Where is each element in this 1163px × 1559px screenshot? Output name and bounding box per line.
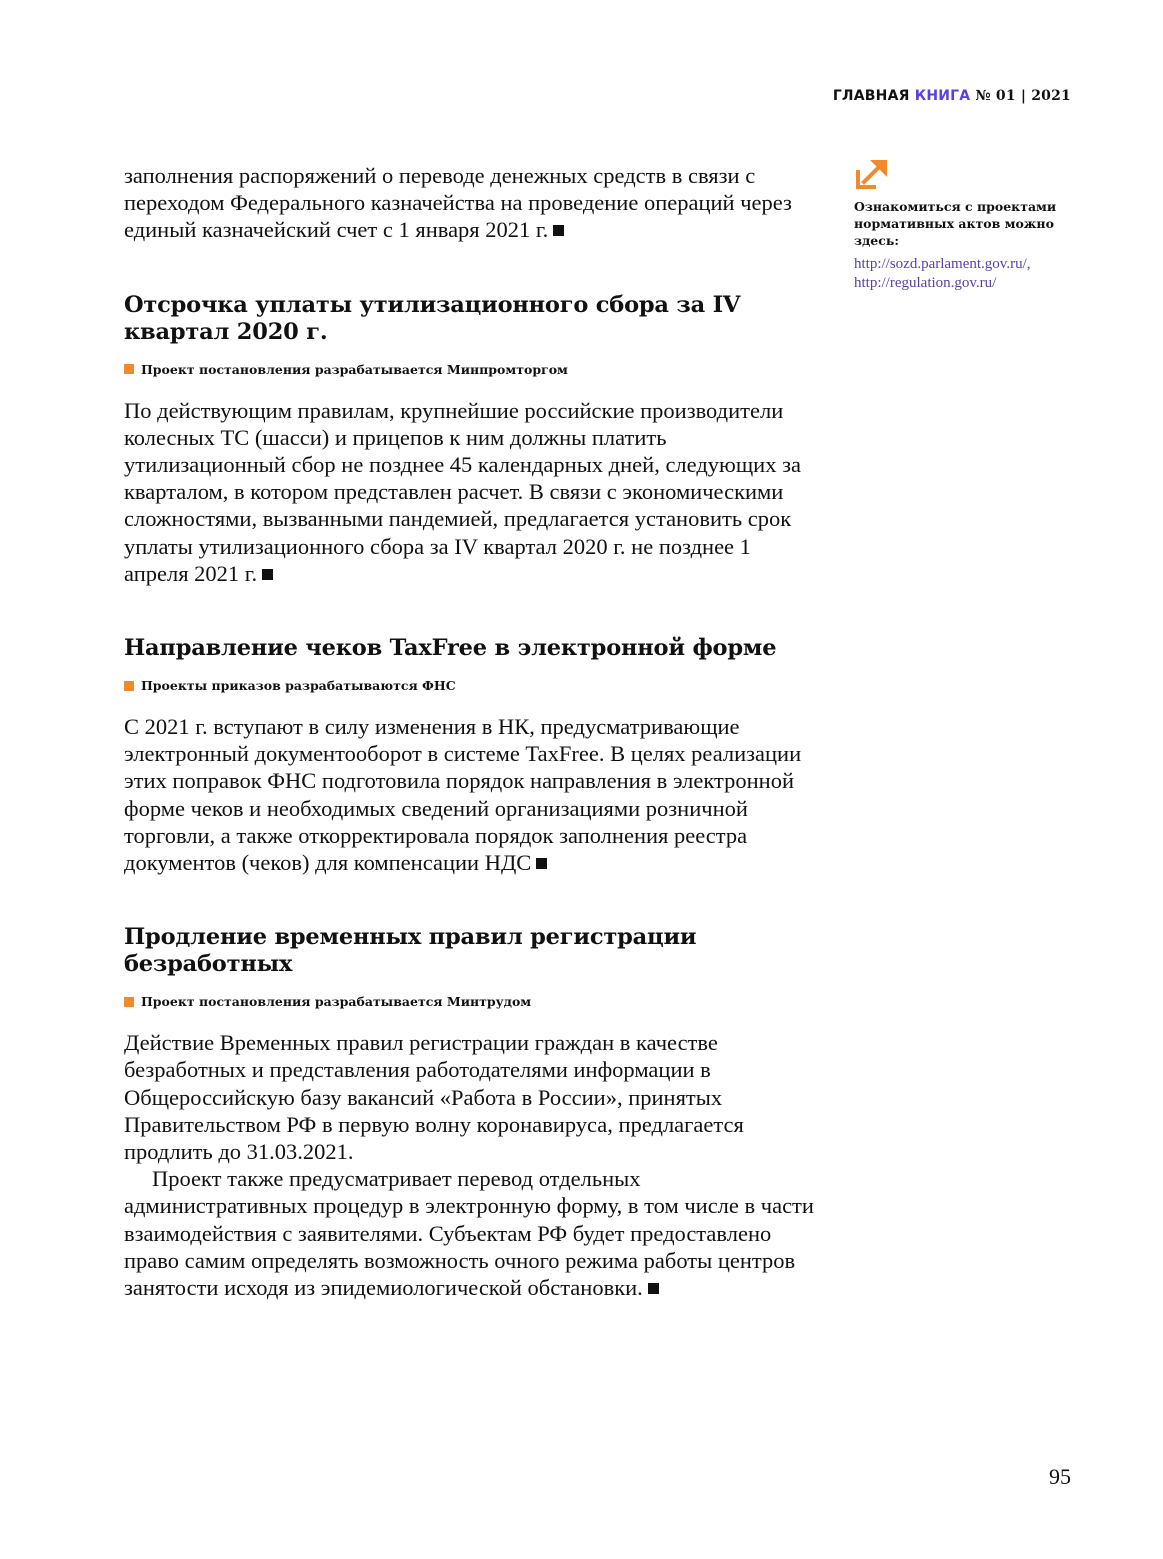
link-sozd[interactable]: http://sozd.parlament.gov.ru/, [854, 256, 1031, 272]
issue-number: № 01 | 2021 [975, 88, 1071, 104]
section-unemployed [124, 924, 814, 1301]
source-text: Проекты приказов разрабатываются ФНС [141, 678, 456, 694]
bullet-square-icon [124, 364, 134, 374]
sidebar-lead: Ознакомиться с проектами нормативных актов можно здесь: [854, 199, 1057, 248]
main-column [124, 162, 814, 1301]
end-mark [536, 858, 547, 869]
paragraph-text: По действующим правилам, крупнейшие российские производители колесных ТС (шасси) и прицепов к ним должны платить утилизационный сбор не позднее 45 календарных дней, следующих за кварталом, в котором представлен расчет. В связи с экономическими сложностями, вызванными пандемией, предлагается установить срок уплаты утилизационного сбора за IV квартал 2020 г. не позднее 1 апреля 2021 г. [124, 397, 801, 586]
section-recycling-fee [124, 292, 814, 587]
page-number: 95 [1049, 1464, 1071, 1489]
end-mark [648, 1283, 659, 1294]
section-title: Отсрочка уплаты утилизационного сбора за IV квартал 2020 г. [124, 291, 741, 345]
source-note [124, 362, 814, 377]
section-title: Продление временных правил регистрации безработных [124, 924, 697, 978]
paragraph-text: С 2021 г. вступают в силу изменения в НК, предусматривающие электронный документооборот в системе TaxFree. В целях реализации этих поправок ФНС подготовила порядок направления в электронной форме чеков и необходимых сведений организациями розничной торговли, а также откорректировала порядок заполнения реестра документов (чеков) для компенсации НДС [124, 714, 802, 876]
paragraph-text: Проект также предусматривает перевод отдельных административных процедур в электронную форму, в том числе в части взаимодействия с заявителями. Субъектам РФ будет предоставлено право самим определять возможность очного режима работы центров занятости исходя из эпидемиологической обстановки. [124, 1166, 814, 1301]
source-note [124, 994, 814, 1009]
bullet-square-icon [124, 681, 134, 691]
running-header [833, 88, 1071, 104]
section-paragraph [124, 397, 814, 587]
brand-accent: КНИГА [914, 88, 971, 104]
section-taxfree [124, 635, 814, 876]
link-regulation[interactable]: http://regulation.gov.ru/ [854, 275, 997, 291]
external-link-arrow-icon [854, 156, 890, 192]
bullet-square-icon [124, 997, 134, 1007]
source-text: Проект постановления разрабатывается Минпромторгом [141, 361, 568, 377]
intro-paragraph [124, 162, 814, 244]
end-mark [553, 225, 564, 236]
brand-main: ГЛАВНАЯ [832, 88, 910, 104]
source-note [124, 678, 814, 693]
section-title: Направление чеков TaxFree в электронной форме [124, 635, 777, 662]
sidebar-note [854, 156, 1079, 293]
section-paragraph [124, 1165, 814, 1301]
section-paragraph [124, 1029, 814, 1165]
section-paragraph [124, 713, 814, 876]
source-text: Проект постановления разрабатывается Минтрудом [141, 994, 532, 1010]
paragraph-text: Действие Временных правил регистрации граждан в качестве безработных и представления работодателями информации в Общероссийскую базу вакансий «Работа в России», принятых Правительством РФ в первую волну коронавируса, предлагается продлить до 31.03.2021. [124, 1030, 744, 1165]
end-mark [262, 569, 273, 580]
intro-text: заполнения распоряжений о переводе денежных средств в связи с переходом Федерального казначейства на проведение операций через единый казначейский счет с 1 января 2021 г. [124, 163, 792, 243]
